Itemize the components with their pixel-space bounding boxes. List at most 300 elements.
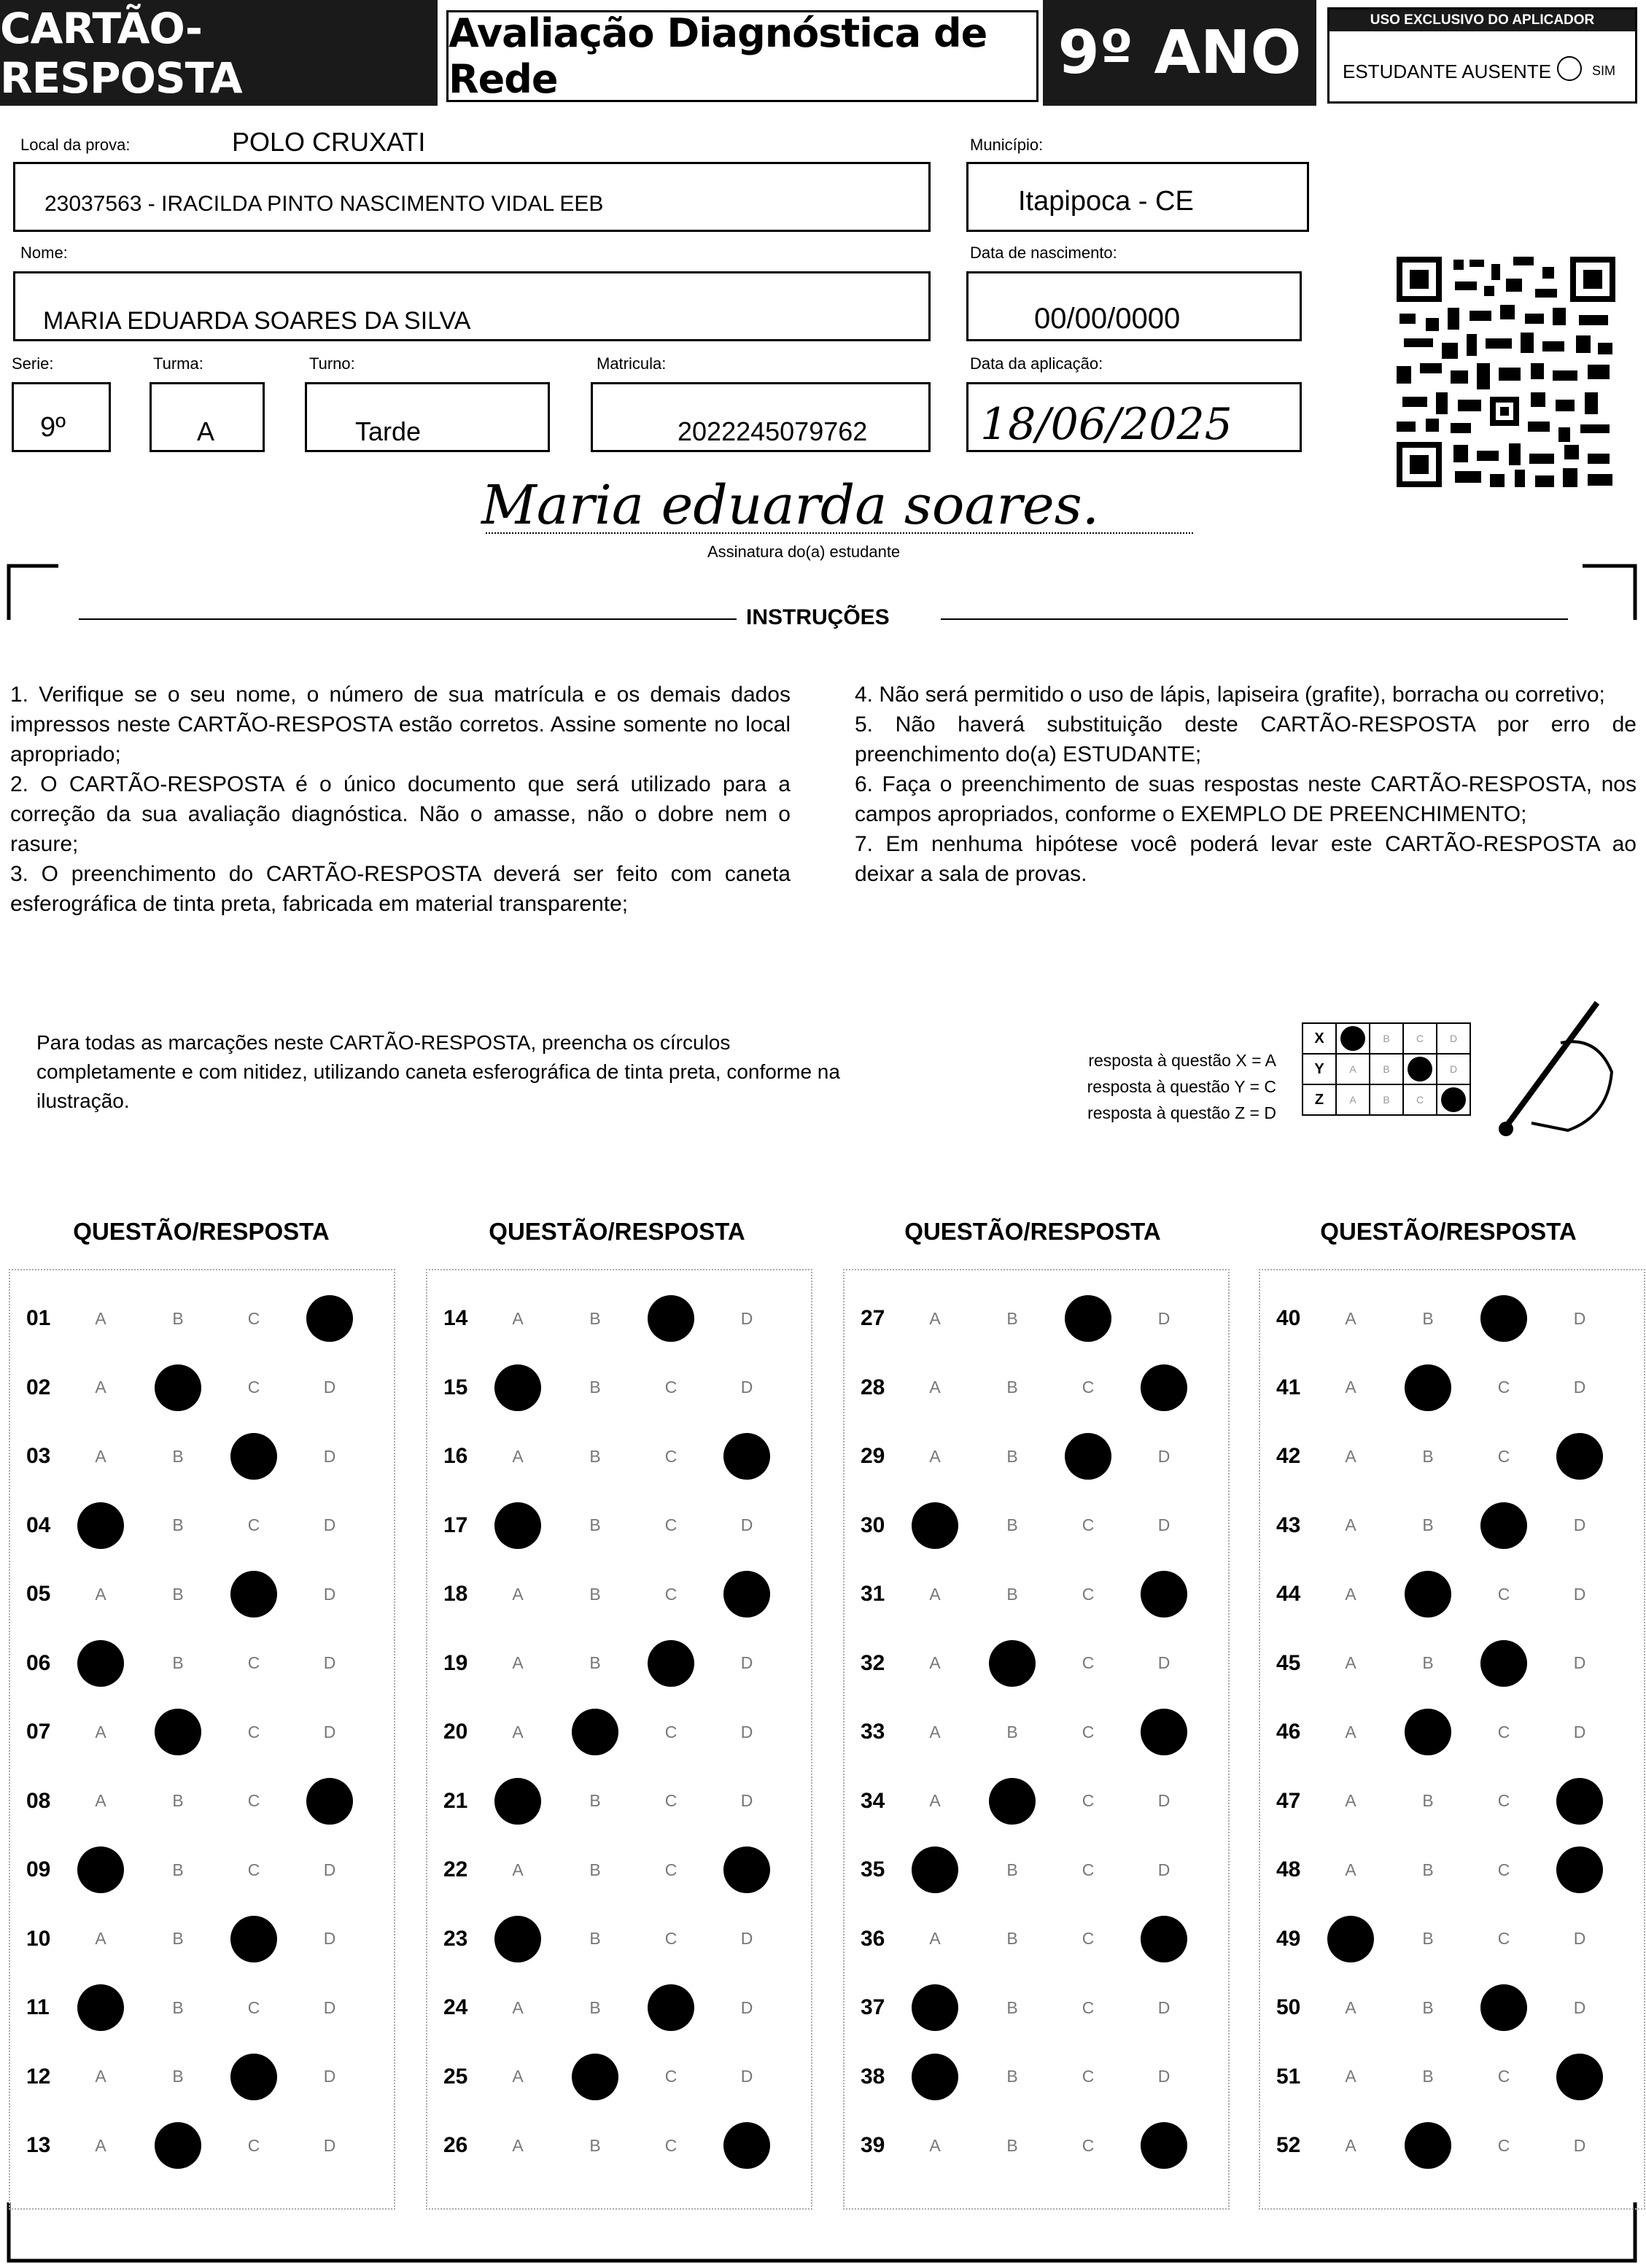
- answer-bubble-d[interactable]: [723, 2054, 770, 2100]
- answer-bubble-b[interactable]: [989, 1433, 1036, 1480]
- answer-bubble-b[interactable]: [155, 1640, 201, 1687]
- bubble-letter: C: [1082, 1791, 1095, 1810]
- bubble-letter: C: [1497, 1584, 1510, 1604]
- answer-bubble-a[interactable]: [1327, 1364, 1374, 1411]
- answer-bubble-c[interactable]: [230, 1364, 277, 1411]
- answer-bubble-c[interactable]: [230, 2122, 277, 2169]
- answer-bubble-b[interactable]: [989, 2054, 1036, 2100]
- question-number: 38: [861, 2064, 885, 2089]
- bubble-letter: D: [323, 1997, 336, 2017]
- answer-bubble-b[interactable]: [572, 1778, 618, 1825]
- answer-bubble-a[interactable]: [494, 1295, 541, 1342]
- example-row: [1303, 1054, 1470, 1084]
- answer-bubble-a[interactable]: [912, 1984, 958, 2031]
- bubble-letter: B: [1422, 1929, 1434, 1948]
- question-number: 31: [861, 1582, 885, 1606]
- answer-bubble-d[interactable]: [306, 1433, 353, 1480]
- example-bubble: A: [1349, 1063, 1356, 1075]
- answer-bubble-c[interactable]: [648, 2054, 694, 2100]
- bubble-letter: B: [589, 1929, 601, 1948]
- bubble-letter: C: [247, 1791, 260, 1810]
- example-bubble: D: [1449, 1033, 1458, 1044]
- answer-bubble-a[interactable]: [494, 1364, 541, 1411]
- answer-bubble-b[interactable]: [989, 1846, 1036, 1893]
- answer-bubble-d[interactable]: [1141, 1846, 1187, 1893]
- bubble-letter: A: [1345, 1446, 1356, 1466]
- answer-bubble-d[interactable]: [1556, 1846, 1603, 1893]
- bubble-letter: A: [95, 1308, 106, 1328]
- bubble-letter: B: [1006, 1515, 1018, 1534]
- answer-bubble-c[interactable]: [1480, 1433, 1527, 1480]
- answer-bubble-d[interactable]: [723, 1984, 770, 2031]
- bubble-letter: D: [740, 1515, 753, 1534]
- answer-bubble-d[interactable]: [1556, 1571, 1603, 1617]
- bubble-letter: C: [664, 1929, 678, 1948]
- answer-bubble-a[interactable]: [77, 1640, 124, 1687]
- answer-bubble-b[interactable]: [572, 1502, 618, 1549]
- answer-bubble-b[interactable]: [1405, 1364, 1451, 1411]
- answer-bubble-c[interactable]: [648, 1433, 694, 1480]
- answer-bubble-c[interactable]: [648, 1640, 694, 1687]
- answer-bubble-b[interactable]: [1405, 1778, 1451, 1825]
- turno-value: Tarde: [355, 416, 422, 446]
- answer-bubble-c[interactable]: [1480, 1502, 1527, 1549]
- example-cell: [1370, 1023, 1403, 1054]
- answer-bubble-c[interactable]: [230, 2054, 277, 2100]
- answer-bubble-d[interactable]: [1141, 1433, 1187, 1480]
- answer-bubble-d[interactable]: [723, 1846, 770, 1893]
- example-legend: [1028, 1047, 1276, 1126]
- answer-bubble-d[interactable]: [306, 1364, 353, 1411]
- answer-bubble-c[interactable]: [1065, 2054, 1111, 2100]
- answer-bubble-d[interactable]: [723, 1433, 770, 1480]
- answer-bubble-b[interactable]: [572, 2054, 618, 2100]
- bubble-letter: D: [323, 1515, 336, 1534]
- answer-bubble-a[interactable]: [494, 1571, 541, 1617]
- answer-bubble-b[interactable]: [989, 1778, 1036, 1825]
- instruction-6: 6. Faça o preenchimento de suas respostas neste CARTÃO-RESPOSTA, nos campos apropriados, conforme o EXEMPLO DE PREENCHIMENTO;: [855, 772, 1637, 826]
- answer-bubble-b[interactable]: [155, 1916, 201, 1962]
- answer-bubble-d[interactable]: [723, 1640, 770, 1687]
- answer-bubble-b[interactable]: [1405, 1295, 1451, 1342]
- answer-bubble-d[interactable]: [1556, 1778, 1603, 1825]
- bubble-letter: B: [1006, 1446, 1018, 1466]
- bubble-letter: B: [1006, 1584, 1018, 1604]
- answer-bubble-a[interactable]: [912, 1502, 958, 1549]
- question-number: 48: [1276, 1857, 1301, 1881]
- bubble-letter: B: [1422, 1653, 1434, 1672]
- bubble-letter: A: [512, 2135, 524, 2155]
- bubble-letter: B: [589, 1860, 601, 1879]
- question-number: 35: [861, 1857, 885, 1881]
- answer-bubble-d[interactable]: [723, 1571, 770, 1617]
- answer-bubble-b[interactable]: [155, 2054, 201, 2100]
- answer-bubble-d[interactable]: [1556, 1433, 1603, 1480]
- answer-bubble-a[interactable]: [1327, 1916, 1374, 1962]
- answer-bubble-b[interactable]: [155, 1433, 201, 1480]
- answer-bubble-c[interactable]: [1480, 1916, 1527, 1962]
- bubble-letter: C: [247, 1378, 260, 1397]
- answer-bubble-c[interactable]: [1480, 1571, 1527, 1617]
- answer-bubble-d[interactable]: [1141, 1502, 1187, 1549]
- answer-bubble-d[interactable]: [306, 1571, 353, 1617]
- question-number: 14: [443, 1306, 468, 1330]
- answer-bubble-c[interactable]: [230, 1709, 277, 1755]
- answer-bubble-a[interactable]: [494, 1640, 541, 1687]
- answer-bubble-c[interactable]: [1065, 1778, 1111, 1825]
- answer-bubble-d[interactable]: [1141, 2122, 1187, 2169]
- answer-bubble-a[interactable]: [912, 1709, 958, 1755]
- answer-bubble-c[interactable]: [230, 1984, 277, 2031]
- answer-bubble-d[interactable]: [1141, 1984, 1187, 2031]
- answer-bubble-d[interactable]: [1556, 2122, 1603, 2169]
- bubble-letter: D: [323, 1584, 336, 1604]
- bubble-letter: D: [1157, 1308, 1171, 1328]
- answer-bubble-c[interactable]: [230, 1571, 277, 1617]
- answer-bubble-a[interactable]: [77, 1709, 124, 1755]
- answer-bubble-a[interactable]: [1327, 1433, 1374, 1480]
- answer-bubble-b[interactable]: [572, 1295, 618, 1342]
- bubble-letter: D: [1157, 1791, 1171, 1810]
- answer-bubble-c[interactable]: [1480, 2122, 1527, 2169]
- answer-bubble-d[interactable]: [723, 1709, 770, 1755]
- answer-bubble-a[interactable]: [494, 1846, 541, 1893]
- answer-bubble-b[interactable]: [1405, 1502, 1451, 1549]
- matricula-label: Matricula:: [597, 354, 667, 373]
- answer-bubble-d[interactable]: [306, 1295, 353, 1342]
- bubble-letter: A: [929, 1722, 941, 1741]
- answer-bubble-a[interactable]: [494, 1984, 541, 2031]
- answer-bubble-a[interactable]: [77, 1846, 124, 1893]
- bubble-letter: D: [740, 1378, 753, 1397]
- answer-bubble-d[interactable]: [1556, 1984, 1603, 2031]
- instructions-title: INSTRUÇÕES: [746, 605, 890, 629]
- answer-bubble-b[interactable]: [989, 1571, 1036, 1617]
- bubble-letter: A: [95, 1929, 106, 1948]
- answer-bubble-d[interactable]: [306, 2054, 353, 2100]
- answer-bubble-d[interactable]: [1556, 2054, 1603, 2100]
- answer-bubble-a[interactable]: [1327, 1640, 1374, 1687]
- bubble-letter: C: [247, 1308, 260, 1328]
- answer-bubble-a[interactable]: [77, 1571, 124, 1617]
- answer-bubble-b[interactable]: [1405, 1709, 1451, 1755]
- answer-bubble-c[interactable]: [648, 1846, 694, 1893]
- answer-bubble-d[interactable]: [306, 1846, 353, 1893]
- answer-bubble-c[interactable]: [1065, 2122, 1111, 2169]
- answer-bubble-c[interactable]: [648, 1364, 694, 1411]
- answer-bubble-b[interactable]: [572, 1709, 618, 1755]
- answer-bubble-a[interactable]: [77, 1295, 124, 1342]
- answer-bubble-a[interactable]: [912, 1295, 958, 1342]
- answer-bubble-b[interactable]: [989, 2122, 1036, 2169]
- answer-bubble-c[interactable]: [1480, 1709, 1527, 1755]
- answer-bubble-c[interactable]: [648, 1778, 694, 1825]
- answer-bubble-b[interactable]: [572, 1433, 618, 1480]
- answer-bubble-d[interactable]: [1141, 1295, 1187, 1342]
- question-number: 06: [26, 1650, 51, 1675]
- example-cell: [1370, 1054, 1403, 1084]
- answer-bubble-b[interactable]: [989, 1709, 1036, 1755]
- answer-bubble-b[interactable]: [1405, 1433, 1451, 1480]
- answer-bubble-b[interactable]: [572, 1640, 618, 1687]
- example-row: [1303, 1084, 1470, 1115]
- column-title: QUESTÃO/RESPOSTA: [904, 1218, 1161, 1245]
- answer-bubble-a[interactable]: [912, 1364, 958, 1411]
- answer-bubble-b[interactable]: [572, 1364, 618, 1411]
- bubble-letter: A: [929, 1791, 941, 1810]
- answer-bubble-d[interactable]: [306, 1709, 353, 1755]
- answer-bubble-b[interactable]: [572, 1571, 618, 1617]
- answer-bubble-c[interactable]: [1065, 1916, 1111, 1962]
- answer-bubble-a[interactable]: [1327, 2122, 1374, 2169]
- answer-bubble-d[interactable]: [306, 1984, 353, 2031]
- answer-bubble-c[interactable]: [1480, 1640, 1527, 1687]
- answer-bubble-d[interactable]: [1141, 1916, 1187, 1962]
- answer-bubble-b[interactable]: [155, 1709, 201, 1755]
- answer-bubble-c[interactable]: [648, 1916, 694, 1962]
- answer-bubble-c[interactable]: [648, 2122, 694, 2169]
- answer-bubble-c[interactable]: [1065, 1709, 1111, 1755]
- question-number: 30: [861, 1512, 885, 1537]
- bubble-letter: D: [323, 1446, 336, 1466]
- bubble-letter: B: [172, 2067, 184, 2086]
- bubble-letter: A: [95, 1584, 106, 1604]
- example-bubble: B: [1383, 1094, 1390, 1106]
- answer-bubble-b[interactable]: [155, 1571, 201, 1617]
- answer-bubble-d[interactable]: [1141, 1709, 1187, 1755]
- answer-bubble-a[interactable]: [77, 1502, 124, 1549]
- answer-bubble-a[interactable]: [912, 2122, 958, 2169]
- answer-bubble-c[interactable]: [230, 1846, 277, 1893]
- answer-bubble-c[interactable]: [1065, 1364, 1111, 1411]
- bubble-letter: B: [172, 1653, 184, 1672]
- answer-bubble-c[interactable]: [230, 1778, 277, 1825]
- answer-bubble-a[interactable]: [494, 1433, 541, 1480]
- answer-bubble-d[interactable]: [723, 2122, 770, 2169]
- bubble-letter: C: [247, 1653, 260, 1672]
- bubble-letter: D: [1573, 1515, 1586, 1534]
- answer-bubble-d[interactable]: [1141, 1571, 1187, 1617]
- answer-bubble-b[interactable]: [1405, 1846, 1451, 1893]
- bubble-letter: A: [512, 1446, 524, 1466]
- answer-bubble-c[interactable]: [1480, 1295, 1527, 1342]
- answer-bubble-a[interactable]: [494, 1916, 541, 1962]
- answer-bubble-d[interactable]: [1556, 1709, 1603, 1755]
- answer-bubble-a[interactable]: [1327, 1984, 1374, 2031]
- answer-bubble-c[interactable]: [1065, 1295, 1111, 1342]
- answer-bubble-b[interactable]: [1405, 1984, 1451, 2031]
- answer-bubble-b[interactable]: [989, 1364, 1036, 1411]
- answer-bubble-d[interactable]: [306, 1640, 353, 1687]
- answer-bubble-c[interactable]: [1480, 1846, 1527, 1893]
- instructions-right: [855, 680, 1637, 889]
- answer-bubble-d[interactable]: [723, 1295, 770, 1342]
- signature-label: Assinatura do(a) estudante: [707, 543, 901, 561]
- answer-bubble-b[interactable]: [989, 1295, 1036, 1342]
- answer-bubble-c[interactable]: [1065, 1984, 1111, 2031]
- answer-bubble-a[interactable]: [912, 1778, 958, 1825]
- answer-bubble-a[interactable]: [77, 1984, 124, 2031]
- question-number: 25: [443, 2064, 468, 2089]
- answer-bubble-d[interactable]: [306, 1778, 353, 1825]
- answer-bubble-c[interactable]: [1480, 1984, 1527, 2031]
- answer-bubble-d[interactable]: [723, 1364, 770, 1411]
- example-cell: [1437, 1023, 1470, 1054]
- answer-bubble-c[interactable]: [230, 1295, 277, 1342]
- answer-bubble-c[interactable]: [648, 1295, 694, 1342]
- local-label: Local da prova:: [20, 136, 131, 154]
- answer-bubble-b[interactable]: [1405, 1916, 1451, 1962]
- example-legend-x: resposta à questão X = A: [1088, 1051, 1276, 1070]
- answer-bubble-a[interactable]: [494, 1778, 541, 1825]
- answer-bubble-c[interactable]: [1065, 1433, 1111, 1480]
- answer-bubble-b[interactable]: [1405, 2054, 1451, 2100]
- bubble-letter: C: [664, 1860, 678, 1879]
- question-number: 12: [26, 2064, 51, 2089]
- answer-bubble-d[interactable]: [1556, 1502, 1603, 1549]
- answer-bubble-a[interactable]: [912, 1846, 958, 1893]
- answer-bubble-b[interactable]: [155, 1295, 201, 1342]
- answer-bubble-a[interactable]: [912, 1433, 958, 1480]
- answer-bubble-a[interactable]: [1327, 1778, 1374, 1825]
- bubble-letter: D: [740, 1653, 753, 1672]
- answer-bubble-a[interactable]: [77, 1433, 124, 1480]
- answer-bubble-b[interactable]: [155, 1364, 201, 1411]
- answer-bubble-a[interactable]: [77, 1364, 124, 1411]
- answer-bubble-d[interactable]: [1141, 2054, 1187, 2100]
- answer-bubble-b[interactable]: [1405, 1571, 1451, 1617]
- answer-bubble-b[interactable]: [572, 2122, 618, 2169]
- question-number: 16: [443, 1444, 468, 1468]
- answer-bubble-a[interactable]: [494, 2122, 541, 2169]
- answer-bubble-d[interactable]: [1556, 1364, 1603, 1411]
- answer-bubble-c[interactable]: [648, 1709, 694, 1755]
- question-number: 46: [1276, 1720, 1301, 1744]
- question-number: 11: [26, 1995, 50, 2019]
- answer-bubble-d[interactable]: [1141, 1640, 1187, 1687]
- signature: Maria eduarda soares.: [481, 474, 1100, 537]
- answer-bubble-a[interactable]: [77, 1916, 124, 1962]
- answer-bubble-c[interactable]: [1480, 2054, 1527, 2100]
- answer-bubble-c[interactable]: [1480, 1364, 1527, 1411]
- example-legend-z: resposta à questão Z = D: [1087, 1103, 1276, 1122]
- answer-bubble-c[interactable]: [230, 1502, 277, 1549]
- example-bubble: C: [1416, 1094, 1424, 1106]
- bubble-letter: C: [1497, 2135, 1510, 2155]
- answer-bubble-d[interactable]: [306, 1916, 353, 1962]
- instruction-4: 4. Não será permitido o uso de lápis, lapiseira (grafite), borracha ou corretivo;: [855, 683, 1605, 707]
- answer-bubble-b[interactable]: [155, 1778, 201, 1825]
- answer-bubble-b[interactable]: [572, 1984, 618, 2031]
- bubble-letter: A: [1345, 2135, 1356, 2155]
- example-row-label: Z: [1303, 1084, 1336, 1115]
- answer-bubble-a[interactable]: [1327, 2054, 1374, 2100]
- answer-bubble-a[interactable]: [912, 1640, 958, 1687]
- question-number: 32: [861, 1650, 885, 1675]
- bubble-letter: D: [740, 1722, 753, 1741]
- answer-bubble-d[interactable]: [723, 1778, 770, 1825]
- answer-bubble-d[interactable]: [723, 1502, 770, 1549]
- answer-bubble-d[interactable]: [1556, 1640, 1603, 1687]
- answer-bubble-d[interactable]: [723, 1916, 770, 1962]
- answer-bubble-a[interactable]: [77, 2122, 124, 2169]
- answer-bubble-d[interactable]: [1141, 1364, 1187, 1411]
- answer-bubble-a[interactable]: [494, 2054, 541, 2100]
- answer-bubble-a[interactable]: [912, 2054, 958, 2100]
- bubble-letter: B: [589, 1997, 601, 2017]
- answer-bubble-c[interactable]: [230, 1916, 277, 1962]
- answer-bubble-b[interactable]: [989, 1916, 1036, 1962]
- answer-bubble-c[interactable]: [648, 1984, 694, 2031]
- bubble-letter: A: [512, 2067, 524, 2086]
- answer-bubble-c[interactable]: [1065, 1571, 1111, 1617]
- bubble-letter: B: [1006, 1997, 1018, 2017]
- bubble-letter: D: [323, 2135, 336, 2155]
- example-bubble: [1340, 1026, 1365, 1051]
- bubble-letter: D: [1573, 1653, 1586, 1672]
- answer-bubble-a[interactable]: [1327, 1502, 1374, 1549]
- answer-bubble-b[interactable]: [155, 1984, 201, 2031]
- answer-bubble-b[interactable]: [155, 2122, 201, 2169]
- answer-bubble-d[interactable]: [306, 2122, 353, 2169]
- answer-bubble-d[interactable]: [1556, 1916, 1603, 1962]
- answer-bubble-b[interactable]: [1405, 2122, 1451, 2169]
- answer-bubble-b[interactable]: [989, 1640, 1036, 1687]
- bubble-letter: B: [1422, 1308, 1434, 1328]
- question-number: 36: [861, 1926, 885, 1951]
- bubble-letter: C: [1082, 2135, 1095, 2155]
- example-cell: [1403, 1084, 1437, 1115]
- answer-bubble-a[interactable]: [1327, 1295, 1374, 1342]
- answer-bubble-d[interactable]: [306, 1502, 353, 1549]
- answer-bubble-b[interactable]: [989, 1502, 1036, 1549]
- answer-bubble-c[interactable]: [648, 1571, 694, 1617]
- answer-bubble-c[interactable]: [1065, 1846, 1111, 1893]
- answer-bubble-c[interactable]: [648, 1502, 694, 1549]
- bubble-letter: B: [172, 1308, 184, 1328]
- bubble-letter: B: [1006, 1308, 1018, 1328]
- answer-bubble-c[interactable]: [1480, 1778, 1527, 1825]
- answer-bubble-d[interactable]: [1141, 1778, 1187, 1825]
- answer-bubble-c[interactable]: [1065, 1640, 1111, 1687]
- answer-bubble-c[interactable]: [1065, 1502, 1111, 1549]
- answer-bubble-a[interactable]: [1327, 1571, 1374, 1617]
- answer-bubble-d[interactable]: [1556, 1295, 1603, 1342]
- answer-bubble-a[interactable]: [912, 1916, 958, 1962]
- bubble-letter: A: [512, 1653, 524, 1672]
- answer-bubble-a[interactable]: [494, 1502, 541, 1549]
- answer-bubble-b[interactable]: [572, 1916, 618, 1962]
- answer-bubble-a[interactable]: [77, 2054, 124, 2100]
- answer-bubble-c[interactable]: [230, 1433, 277, 1480]
- bubble-letter: B: [172, 1446, 184, 1466]
- grade-badge: 9º ANO: [1043, 0, 1316, 106]
- bubble-letter: A: [95, 1722, 106, 1741]
- answer-bubble-b[interactable]: [572, 1846, 618, 1893]
- answer-bubble-b[interactable]: [1405, 1640, 1451, 1687]
- answer-bubble-a[interactable]: [1327, 1709, 1374, 1755]
- bubble-letter: A: [929, 2135, 941, 2155]
- answer-bubble-b[interactable]: [155, 1502, 201, 1549]
- answer-bubble-a[interactable]: [77, 1778, 124, 1825]
- answer-bubble-a[interactable]: [912, 1571, 958, 1617]
- answer-bubble-a[interactable]: [494, 1709, 541, 1755]
- answer-bubble-a[interactable]: [1327, 1846, 1374, 1893]
- bubble-letter: C: [1082, 1515, 1095, 1534]
- answer-bubble-b[interactable]: [155, 1846, 201, 1893]
- answer-bubble-c[interactable]: [230, 1640, 277, 1687]
- answer-bubble-b[interactable]: [989, 1984, 1036, 2031]
